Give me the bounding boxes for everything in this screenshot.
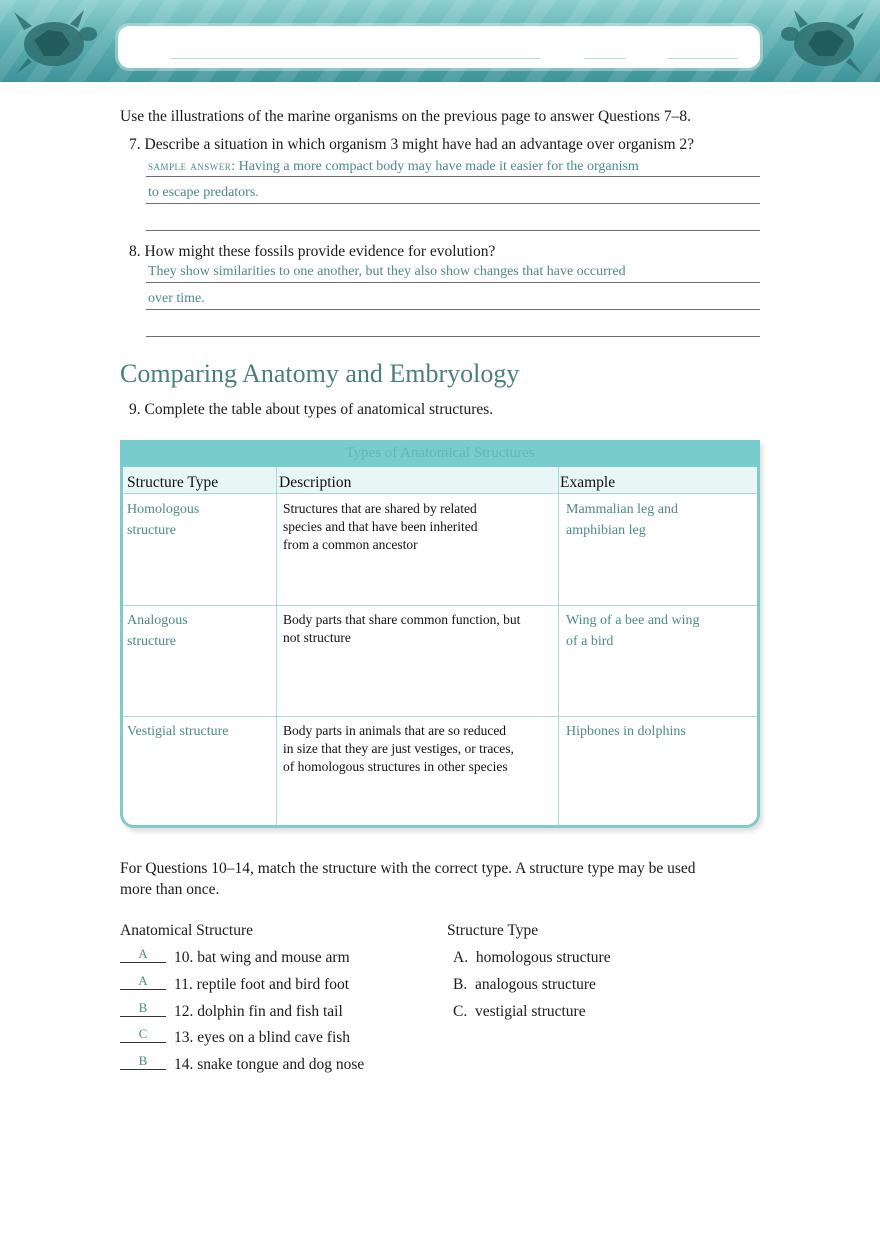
table-row[interactable] xyxy=(127,721,228,742)
column-divider xyxy=(558,467,559,825)
sea-turtle-icon xyxy=(4,4,100,78)
answer-blank[interactable]: B xyxy=(120,1054,166,1070)
answer-line[interactable] xyxy=(146,282,760,283)
answer-7-text: : Having a more compact body may have made it easier for the organism xyxy=(231,159,639,174)
column-anatomical-structure: Anatomical Structure xyxy=(120,922,253,939)
example-answer: Mammalian leg and xyxy=(566,502,678,517)
answer-blank[interactable]: C xyxy=(120,1027,166,1043)
question-9: 9. Complete the table about types of anatomical structures. xyxy=(129,401,494,418)
type-answer: Homologous xyxy=(127,502,200,517)
answer-line[interactable] xyxy=(146,309,760,310)
type-text: vestigial structure xyxy=(474,1003,586,1020)
date-line[interactable] xyxy=(668,58,738,59)
example-cell[interactable] xyxy=(566,610,700,652)
type-option-a xyxy=(453,949,611,967)
match-item-10: 10. bat wing and mouse arm xyxy=(174,949,350,966)
example-cell[interactable] xyxy=(566,499,678,541)
description-text: Body parts in animals that are so reduced xyxy=(283,723,507,738)
anatomical-structures-table xyxy=(120,440,760,828)
section-heading: Comparing Anatomy and Embryology xyxy=(120,359,520,388)
class-line[interactable] xyxy=(584,58,626,59)
example-answer: of a bird xyxy=(566,634,614,649)
answer-7-line-2: to escape predators. xyxy=(148,185,259,200)
type-answer: structure xyxy=(127,634,176,649)
type-text: analogous structure xyxy=(474,976,596,993)
answer-line[interactable] xyxy=(146,336,760,337)
header-description: Description xyxy=(279,474,352,491)
example-answer: Wing of a bee and wing xyxy=(566,613,700,628)
description-text: from a common ancestor xyxy=(283,537,418,552)
question-8: 8. How might these fossils provide evidence for evolution? xyxy=(129,243,496,260)
match-item-12: 12. dolphin fin and fish tail xyxy=(174,1003,343,1020)
sea-turtle-icon xyxy=(778,4,874,78)
matching-instructions-line-2: more than once. xyxy=(120,881,220,898)
type-answer: Vestigial structure xyxy=(127,724,229,739)
table-row[interactable] xyxy=(127,610,188,652)
name-line[interactable] xyxy=(170,58,540,59)
description-text: not structure xyxy=(283,630,351,645)
answer-8-line-1: They show similarities to one another, but they also show changes that have occurred xyxy=(148,264,626,279)
type-answer: structure xyxy=(127,523,176,538)
type-answer: Analogous xyxy=(127,613,188,628)
column-structure-type: Structure Type xyxy=(447,922,539,939)
answer-blank[interactable]: A xyxy=(120,974,166,990)
description-text: Body parts that share common function, but xyxy=(283,612,521,627)
header-structure-type: Structure Type xyxy=(127,474,219,491)
description-text: Structures that are shared by related xyxy=(283,501,477,516)
answer-blank[interactable]: A xyxy=(120,947,166,963)
match-item-13: 13. eyes on a blind cave fish xyxy=(174,1029,351,1046)
type-option-c xyxy=(453,1003,586,1021)
description-cell xyxy=(283,611,520,647)
type-text: homologous structure xyxy=(475,949,611,966)
matching-instructions-line-1: For Questions 10–14, match the structure with the correct type. A structure type may be used xyxy=(120,860,696,877)
description-cell xyxy=(283,722,514,776)
column-divider xyxy=(276,467,277,825)
table-title: Types of Anatomical Structures xyxy=(120,440,760,467)
header-banner xyxy=(0,0,880,82)
answer-8-line-2: over time. xyxy=(148,291,205,306)
description-text: of homologous structures in other species xyxy=(283,759,508,774)
match-item-11: 11. reptile foot and bird foot xyxy=(174,976,350,993)
example-cell[interactable] xyxy=(566,721,686,742)
example-answer: Hipbones in dolphins xyxy=(566,724,686,739)
type-letter: A. xyxy=(453,949,469,966)
type-letter: C. xyxy=(453,1003,468,1020)
type-letter: B. xyxy=(453,976,468,993)
name-date-plate xyxy=(118,26,760,68)
description-text: species and that have been inherited xyxy=(283,519,478,534)
example-answer: amphibian leg xyxy=(566,523,646,538)
match-item-14: 14. snake tongue and dog nose xyxy=(174,1056,365,1073)
answer-line[interactable] xyxy=(146,230,760,231)
question-7: 7. Describe a situation in which organism 3 might have had an advantage over organism 2? xyxy=(129,136,695,153)
row-divider xyxy=(123,605,757,606)
answer-7-line-1 xyxy=(148,158,639,175)
description-cell xyxy=(283,500,478,554)
instructions-7-8: Use the illustrations of the marine organisms on the previous page to answer Questions 7–8. xyxy=(120,108,691,125)
type-option-b xyxy=(453,976,596,994)
answer-blank[interactable]: B xyxy=(120,1001,166,1017)
row-divider xyxy=(123,716,757,717)
answer-line[interactable] xyxy=(146,203,760,204)
header-example: Example xyxy=(560,474,616,491)
description-text: in size that they are just vestiges, or traces, xyxy=(283,741,514,756)
table-row[interactable] xyxy=(127,499,199,541)
sample-answer-label: sample answer xyxy=(148,158,232,173)
answer-line[interactable] xyxy=(146,176,760,177)
